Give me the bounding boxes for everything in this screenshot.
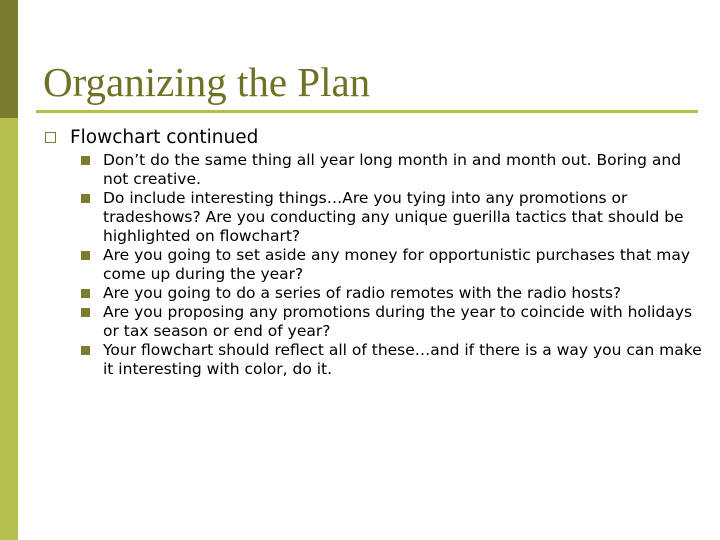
square-bullet-icon (81, 289, 90, 298)
level1-bullet-text: Flowchart continued (70, 127, 259, 148)
square-bullet-icon (81, 308, 90, 317)
left-accent-bar-light (0, 118, 18, 540)
list-item (103, 189, 703, 246)
title-divider (36, 110, 698, 113)
left-accent-bar-dark (0, 0, 18, 118)
list-item-text: Are you going to set aside any money for opportunistic purchases that may come up during the year? (103, 246, 690, 283)
hollow-square-bullet-icon (45, 132, 56, 143)
list-item (103, 151, 703, 189)
list-item-text: Do include interesting things…Are you tying into any promotions or tradeshows? Are you conducting any unique guerilla tactics that should be highlighted on flowchart? (103, 189, 684, 245)
square-bullet-icon (81, 346, 90, 355)
square-bullet-icon (81, 194, 90, 203)
list-item (103, 341, 703, 379)
list-item (103, 246, 703, 284)
list-item (103, 303, 703, 341)
square-bullet-icon (81, 251, 90, 260)
sub-bullet-list (103, 151, 703, 379)
list-item-text: Don’t do the same thing all year long month in and month out. Boring and not creative. (103, 151, 682, 188)
list-item-text: Are you going to do a series of radio remotes with the radio hosts? (103, 284, 622, 302)
square-bullet-icon (81, 156, 90, 165)
list-item-text: Your flowchart should reflect all of these…and if there is a way you can make it interesting with color, do it. (103, 341, 702, 378)
slide-title: Organizing the Plan (43, 59, 371, 105)
list-item (103, 284, 703, 303)
list-item-text: Are you proposing any promotions during the year to coincide with holidays or tax season or end of year? (103, 303, 693, 340)
